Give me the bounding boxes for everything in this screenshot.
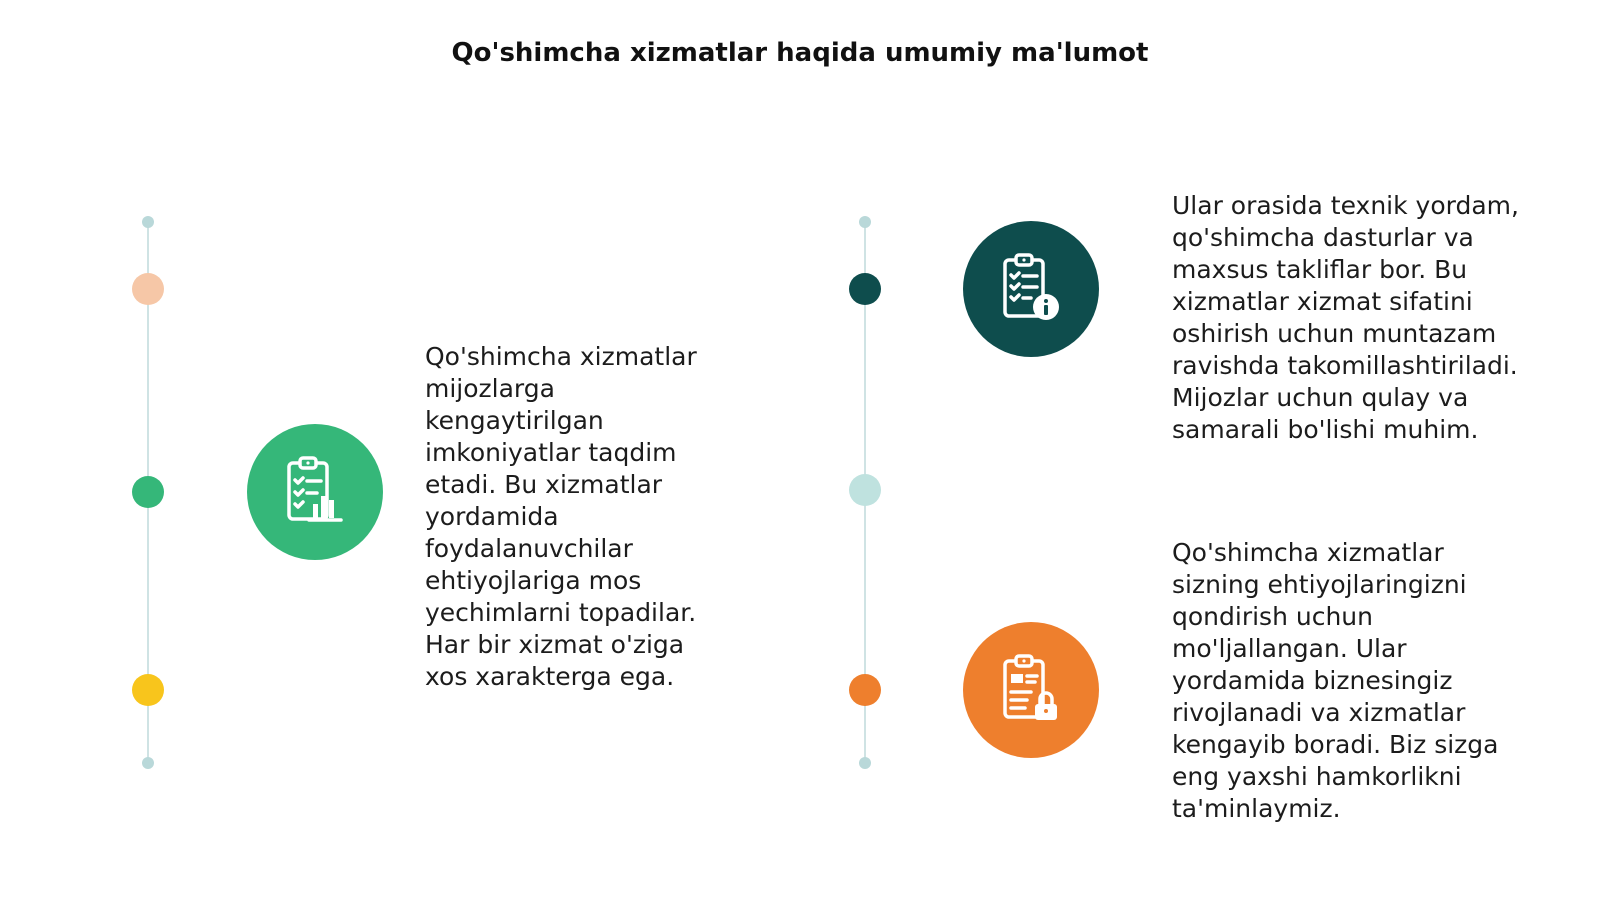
timeline-dot-orange <box>849 674 881 706</box>
timeline-dot-green <box>132 476 164 508</box>
timeline-start-dot <box>142 216 154 228</box>
timeline-dot-light-teal <box>849 474 881 506</box>
timeline-dot-dark-teal <box>849 273 881 305</box>
clipboard-lock-icon <box>963 622 1099 758</box>
item-2-description: Ular orasida texnik yordam, qo'shimcha dasturlar va maxsus takliflar bor. Bu xizmatlar xizmat sifatini oshirish uchun muntazam ravishda takomillashtiriladi. Mijozlar uchun qulay va samarali bo'lishi muhim. <box>1172 191 1519 444</box>
timeline-dot-yellow <box>132 674 164 706</box>
timeline-dot-peach <box>132 273 164 305</box>
clipboard-info-icon <box>963 221 1099 357</box>
item-1-description: Qo'shimcha xizmatlar mijozlarga kengaytirilgan imkoniyatlar taqdim etadi. Bu xizmatlar yordamida foydalanuvchilar ehtiyojlariga mos yechimlarni topadilar. Har bir xizmat o'ziga xos xarakterga ega. <box>425 342 697 691</box>
page-title: Qo'shimcha xizmatlar haqida umumiy ma'lumot <box>451 38 1149 68</box>
item-3-description: Qo'shimcha xizmatlar sizning ehtiyojlaringizni qondirish uchun mo'ljallangan. Ular yordamida biznesingiz rivojlanadi va xizmatlar kengayib boradi. Biz sizga eng yaxshi hamkorlikni ta'minlaymiz. <box>1172 538 1499 823</box>
clipboard-chart-icon <box>247 424 383 560</box>
timeline-end-dot <box>142 757 154 769</box>
timeline-end-dot <box>859 757 871 769</box>
timeline-start-dot <box>859 216 871 228</box>
